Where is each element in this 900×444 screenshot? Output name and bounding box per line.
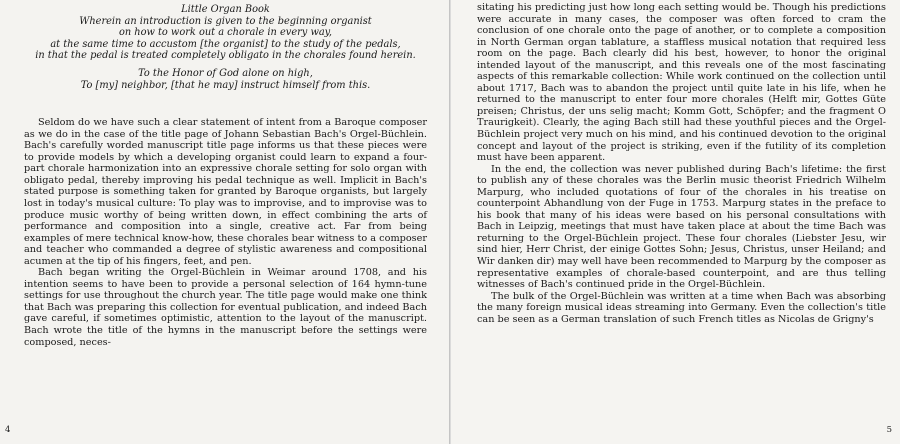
epigraph-line: in that the pedal is treated completely obligato in the chorales found herein. <box>35 50 416 62</box>
left-page <box>0 0 449 444</box>
epigraph-line: Wherein an introduction is given to the beginning organist <box>79 15 372 27</box>
left-body <box>24 117 427 348</box>
epigraph-line: To [my] neighbor, [that he may] instruct himself from this. <box>80 79 371 91</box>
right-body <box>477 2 886 325</box>
right-page <box>451 0 900 444</box>
epigraph-line: at the same time to accustom [the organist] to the study of the pedals, <box>50 38 401 50</box>
page-number: 4 <box>5 425 11 435</box>
page-number: 5 <box>886 425 892 435</box>
epigraph-line: Little Organ Book <box>181 4 270 15</box>
epigraph-line: on how to work out a chorale in every way, <box>118 27 333 39</box>
paragraph: Bach began writing the Orgel-Büchlein in Weimar around 1708, and his intention seems to have been to provide a personal selection of 164 hymn-tune settings for use throughout the church year. The title page would make one think that Bach was preparing this collection for eventual publication, and indeed Bach gave careful, if sometimes optimistic, attention to the layout of the manuscript. Bach wrote the title of the hymns in the manuscript before the settings were composed, neces- <box>24 267 427 348</box>
paragraph: Seldom do we have such a clear statement of intent from a Baroque composer as we do in the case of the title page of Johann Sebastian Bach's Orgel-Büchlein. Bach's carefully worded manuscript title page informs us that these pieces were to provide models by which a developing organist could learn to expand a four-part chorale harmonization into an expressive chorale setting for solo organ with obligato pedal, thereby improving his pedal technique as well. Implicit in Bach's stated purpose is something taken for granted by Baroque organists, but largely lost in today's musical culture: To play was to improvise, and to improvise was to produce music worthy of being written down, in effect combining the arts of performance and composition into a single, creative act. Far from being examples of mere technical know-how, these chorales bear witness to a composer and teacher who commanded a degree of stylistic awareness and compositional acumen at the tip of his fingers, feet, and pen. <box>24 117 427 267</box>
paragraph: sitating his predicting just how long each setting would be. Though his predictions were accurate in many cases, the composer was often forced to cram the conclusion of one chorale onto the page of another, or to complete a composition in North German organ tablature, a staffless musical notation that required less room on the page. Bach clearly did his best, however, to honor the original intended layout of the manuscript, and this reveals one of the most fascinating aspects of this remarkable collection: While work continued on the collection until about 1717, Bach was to abandon the project until quite late in his life, when he returned to the manuscript to enter four more chorales (Helft mir, Gottes Güte preisen; Christus, der uns selig macht; Komm Gott, Schöpfer; and the fragment O Traurigkeit). Clearly, the aging Bach still had these youthful pieces and the Orgel-Büchlein project very much on his mind, and his continued devotion to the original concept and layout of the project is striking, even if the futility of its completion must have been apparent. <box>477 2 886 164</box>
paragraph: The bulk of the Orgel-Büchlein was written at a time when Bach was absorbing the many foreign musical ideas streaming into Germany. Even the collection's title can be seen as a German translation of such French titles as Nicolas de Grigny's <box>477 290 886 325</box>
epigraph-line: To the Honor of God alone on high, <box>138 67 313 79</box>
title-page-translation <box>24 4 427 91</box>
paragraph: In the end, the collection was never published during Bach's lifetime: the first to publish any of these chorales was the Berlin music theorist Friedrich Wilhelm Marpurg, who included quotations of four of the chorales in his treatise on counterpoint Abhandlung von der Fuge in 1753. Marpurg states in the preface to his book that many of his ideas were based on his personal consultations with Bach in Leipzig, meetings that must have taken place at about the time Bach was returning to the Orgel-Büchlein project. These four chorales (Liebster Jesu, wir sind hier, Herr Christ, der einige Gottes Sohn; Jesus, Christus, unser Heiland; and Wir danken dir) may well have been recommended to Marpurg by the composer as representative examples of chorale-based counterpoint, and are thus telling witnesses of Bach's continued pride in the Orgel-Büchlein. <box>477 163 886 291</box>
